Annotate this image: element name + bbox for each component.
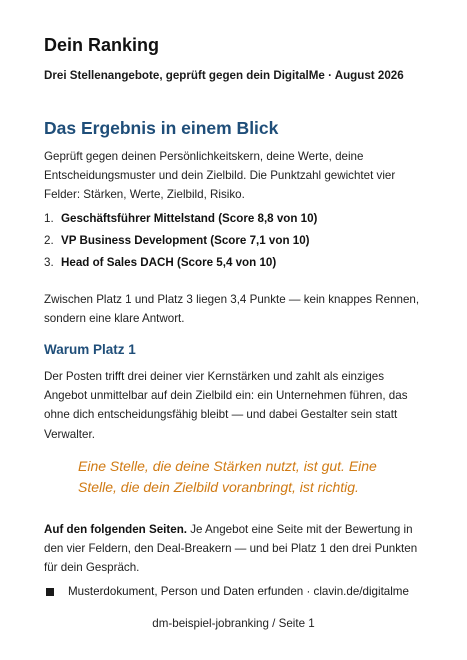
why-text: Der Posten trifft drei deiner vier Kernstärken und zahlt als einziges Angebot unmittelbar auf dein Zielbild ein: ein Unternehmen führen, das ohne dich entscheidungsfähig bleibt — und dabei Gestalter sein statt Verwalter. [44, 370, 408, 441]
summary-heading: Das Ergebnis in einem Blick [44, 118, 279, 138]
disclaimer-text: Musterdokument, Person und Daten erfunden · clavin.de/digitalme [68, 585, 409, 598]
next-pages-text [44, 520, 422, 578]
ranking-item [44, 253, 424, 275]
why-heading: Warum Platz 1 [44, 342, 136, 357]
ranking-text: VP Business Development (Score 7,1 von 10) [61, 234, 310, 247]
page-footer: dm-beispiel-jobranking / Seite 1 [152, 617, 315, 630]
ranking-text: Head of Sales DACH (Score 5,4 von 10) [61, 256, 277, 269]
summary-intro: Geprüft gegen deinen Persönlichkeitskern, deine Werte, deine Entscheidungsmuster und dein Zielbild. Die Punktzahl gewichtet vier Felder: Stärken, Werte, Zielbild, Risiko. [44, 150, 396, 202]
ranking-item [44, 231, 424, 253]
page-subtitle: Drei Stellenangebote, geprüft gegen dein DigitalMe · August 2026 [44, 69, 404, 82]
ranking-item [44, 209, 424, 231]
page-title: Dein Ranking [44, 35, 160, 55]
next-pages-body: Je Angebot eine Seite mit der Bewertung in den vier Feldern, den Deal-Breakern — und bei Platz 1 den drei Punkten für dein Gespräch. [44, 523, 418, 575]
ranking-list [44, 209, 424, 275]
square-bullet-icon [46, 588, 54, 596]
pull-quote: Eine Stelle, die deine Stärken nutzt, ist gut. Eine Stelle, die dein Zielbild voranbringt, ist richtig. [78, 458, 377, 495]
disclaimer-note [44, 584, 424, 600]
ranking-text: Geschäftsführer Mittelstand (Score 8,8 von 10) [61, 212, 318, 225]
ranking-number: 2. [44, 234, 54, 247]
ranking-number: 1. [44, 212, 54, 225]
ranking-number: 3. [44, 256, 54, 269]
next-pages-lead: Auf den folgenden Seiten. [44, 523, 187, 536]
score-gap-text: Zwischen Platz 1 und Platz 3 liegen 3,4 Punkte — kein knappes Rennen, sondern eine klare Antwort. [44, 293, 420, 326]
